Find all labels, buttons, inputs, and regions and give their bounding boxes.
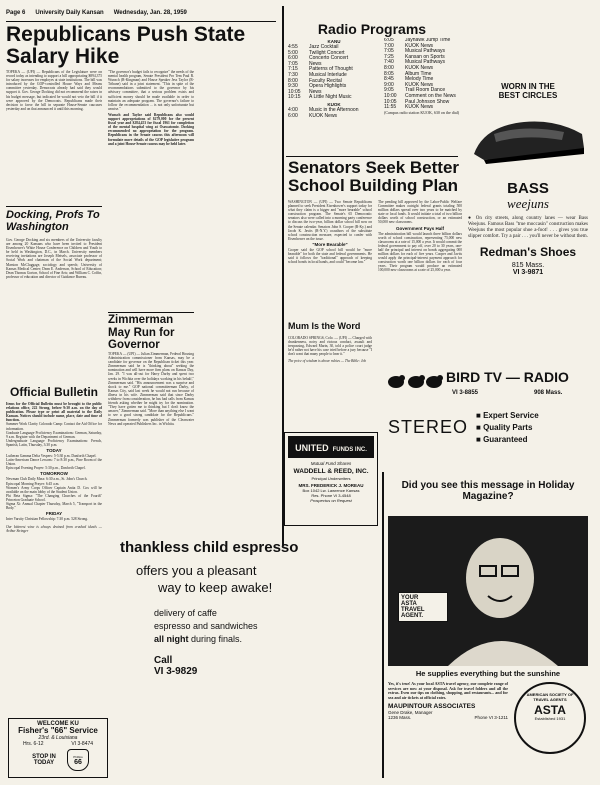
fisher-hours: Hrs. 6-12 [22,741,44,747]
united-addr: Box 1042 Lw. Lawrence Kansas [302,487,360,493]
sign-line: TRAVEL [401,607,425,613]
radio-show: KUOK News [405,81,434,88]
mast-rule [6,21,276,22]
headline-senators: Senators Seek Better School Building Plan [288,158,460,195]
rule-zimmerman [108,312,194,313]
radio-show: KUOK News [309,112,338,119]
radio-show: Music in the Afternoon [309,106,359,113]
headline-mum: Mum Is the Word [288,321,361,331]
asta-seal-icon [514,682,586,754]
espresso-line2: way to keep awake! [158,580,273,595]
holiday-title: Did you see this message in Holiday Magazine? [401,480,575,502]
radio-kuok [384,38,460,156]
radio-time: 6:05 [384,38,394,43]
bird-point-label: Quality Parts [483,423,533,432]
phillips-number: 66 [74,758,82,766]
story4-body-col [108,352,194,532]
radio-show: Musical Pathways [405,48,446,55]
agent-portrait [388,516,588,666]
radio-time: 7:05 [384,48,394,55]
united-firm: WADDELL & REED, INC. [293,468,369,475]
holiday-divider [382,472,384,778]
radio-time: 7:00 [384,42,394,49]
fisher-welcome: WELCOME KU [37,721,79,727]
radio-program-row [288,95,380,101]
bulletin-item: Summer Work Clarity Colorado Camp: Contact the Aid Office for information. [6,422,102,431]
story2-body: Gov. George Docking and six members of the University faculty are among 20 Kansans who have been invited to President Eisenhower's White House Conference on Children and Youth to be held in Washington, D.C., in March. University members receiving invitations are Joseph Meisels, associate professor of Social Work and chairman of the Social Work department; Marston McCluggage, sociology and speech; University of Kansas Medical Center; Dean E. Anderson, School of Education; Dean Thomas Gorton, School of Fine Arts; and William C. Coffin, professor of education and director of Guidance Bureau. [6,238,102,279]
united-role: Principal Underwriters [311,475,351,481]
bulletin-item: Newman Club Daily Mass: 6:30 a.m., St. John's Church. [6,477,88,482]
radio-show: Comment on the News [405,92,456,99]
story3-col-b [378,200,462,360]
story2-body-col [6,238,102,378]
radio-show: Opera Highlights [309,83,347,90]
radio-time: 10:05 [288,88,301,95]
loafer-shoe-icon [464,104,592,174]
united-tag: Mutual Fund Shares [310,461,352,466]
bird-point: ■ Expert Service [476,411,539,420]
story5-body: COLORADO SPRINGS, Colo. — (UPI) — Charged with drunkenness, noisy and riotous conduct, assault and trespassing, Edward Marin, 30, told a police court judge he'd rather not have his case tried before a jury because "I don't want that many people to hear it." [288,336,372,357]
holiday-agency: MAUPINTOUR ASSOCIATES [388,702,476,710]
issue-date: Wednesday, Jan. 28, 1959 [113,10,187,16]
bird-phone: VI 3-8855 [452,390,479,396]
radio-time: 5:00 [288,49,298,56]
radio-time: 9:30 [288,83,298,90]
bird-point: ■ Quality Parts [476,423,533,432]
fisher-title: Fisher's "66" Service [18,726,98,735]
fisher-address: 23rd. & Louisiana [38,735,78,741]
headline-zimmerman: Zimmerman May Run for Governor [108,314,175,351]
story5-col [288,336,372,426]
bulletin-item: Graduate Language Proficiency Examinations: German, Saturday, 9 a.m. Register with the Department of German. [6,430,102,439]
united-rep: MRS. FREDERICK J. MOREAU [298,482,364,488]
holiday-address: 1236 Mass. [388,715,412,721]
radio-time: 7:15 [288,66,298,73]
bass-ad [464,66,592,366]
fisher-phone: VI 3-8474 [71,741,94,747]
espresso-line1: offers you a pleasant [136,563,257,578]
radio-time: 9:00 [384,81,394,88]
radio-time: 10:05 [384,98,397,105]
bulletin-item: Lutheran Gamma Delta Vespers: 5-5:30 p.m. Danforth Chapel. [6,454,97,459]
story3-body3: The pending bill approved by the Labor-Public Welfare Committee makes outright federal grants totaling 500 million dollars spread over two years to be matched by state or local funds. It would initiate a total of two billion dollars worth of school construction, or an estimated 50,000 new classrooms. [378,200,462,225]
radio-show: Patterns of Thought [309,66,353,73]
radio-time: 7:25 [384,53,394,60]
headline-docking: Docking, Profs To Washington [6,209,100,233]
radio-time: 11:55 [384,104,397,111]
story3-body: WASHINGTON — (UPI) — Two Senate Republicans planned to seek President Eisenhower's support today for what they claim is a bigger and "more bearable" school construction program. The Senate's 65 Democratic senators also were called into a morning party conference to discuss the two-year, billion dollar school bill now on the Senate calendar. Senators John S. Cooper (R-Ky.) and Jacob K. Javits (R-N.Y.) coauthors of the substitute school construction measure, expected to confer with Eisenhower on the issue. [288,200,372,241]
bulletin-item: Phi Beta Sigma: "The Changing Churches of the Fourth" Princeton Graduate School. [6,493,102,502]
united-title: UNITED [295,443,329,453]
bulletin-day-heading: TOMORROW [40,471,68,477]
story1-col-b [108,70,194,310]
bass-brand: BASS [507,180,549,197]
radio-show: Album Time [405,70,432,77]
united-funds-ad [284,432,378,526]
story3-body4: The administration bill would launch three billion dollars worth of school construction, representing 75,000 new classrooms at a rate of 15,000 a year. It would commit the federal government to pay off, over 20 to 30 years, one-half the principal and interest on bonds aggregating 000 million dollars for each of five years. Cooper and Javits would apply the principal-interest payment approach for construction worth one billion dollars for each of four years. Their program would produce an estimated 100,000 new classrooms at a rate of 25,000 a year. [378,231,462,273]
radio-show: News [309,88,322,95]
sign-line: ASTA [401,601,417,607]
story1-body3: Wunsch and Taylor said Republicans also would support appropriations of $279,000 for the present fiscal year and $284,453 for fiscal 1961 for completion of the mental hospital wing at Osawatomie. Docking recommended no appropriation for the program. Republicans in the Senate caucus this afternoon will formulate more details of the GOP legislative program and a joint House-Senate caucus may be held later. [108,112,194,146]
bulletin-item: Episcopal Evening Prayer: 5:30 p.m., Danforth Chapel. [6,466,86,471]
radio-program-row [288,114,380,120]
page-number: Page 6 [6,10,26,16]
rule-senators [286,156,458,157]
espresso-all-night: all night [154,634,189,644]
bulletin-body [6,402,102,714]
bass-store: Redman's Shoes [479,245,577,259]
holiday-slogan: He supplies everything but the sunshine [415,669,561,678]
seal-year: Established 1931 [534,716,566,721]
radio-show: Musical Interlude [309,71,347,78]
bird-point-label: Expert Service [483,411,539,420]
bass-product: weejuns [507,196,549,211]
bass-tagline: WORN IN THE BEST CIRCLES [498,82,558,100]
bulletin-day-heading: FRIDAY [45,511,63,517]
radio-show: Trail Room Dance [405,87,446,94]
rule-docking [6,206,102,207]
radio-time: 10:15 [288,94,301,101]
holiday-agent: Gene Drake, Manager [388,710,433,716]
story4-body: TOPEKA — (UPI) — Julian Zimmerman, Federal Housing Administration commissioner from Kansas, may be a candidate for governor on the Republican ticket this year. Zimmerman said he is "thinking about" seeking the nomination and will have more firm plans on Kansas Day, Jan. 29. "I was all-out for Harry Darby and spent two weeks in Wichita over the holidays working in his behalf," Zimmerman said. "His announcement was a surprise and shock to me." GOP national committeeman Darby, of Kansas City, said last week he would not run because of illness in his wife. Zimmerman said that since Darby withdrew from consideration, he has had calls from Kansas friends asking whether he might try for the nomination. "They have gotten me to thinking but I don't know the answer," Zimmerman said. "More than anything else I want to see a good strong candidate for the Republicans." Zimmerman formerly was publisher of the Clearwater News and operated Publishers Inc. in Wichita. [108,352,194,426]
espresso-ad [110,534,382,730]
radio-kuok-label: KUOK [327,101,341,107]
espresso-line3: delivery of caffe [154,608,217,618]
radio-time: 6:00 [288,112,298,119]
paper-name: University Daily Kansan [35,10,104,16]
story3-col-a [288,200,372,316]
espresso-line4: espresso and sandwiches [154,621,258,631]
radio-show: Musical Pathways [405,59,446,66]
radio-show: KUOK News [405,64,434,71]
story5-quote: The price of wisdom is above rubies — The Bible: Job [288,359,367,364]
radio-show: A Little Night Music [309,94,352,101]
holiday-copy: Yes, it's true! As your local ASTA travel agency, our complete range of services are now at your disposal. Ask for travel folders and all the extras. Even our tips on clothing, shopping, and restaurants... and for sea and air tickets at official rates. [388,681,508,701]
united-cta: Prospectus on Request [310,497,352,503]
radio-show: Paul Johnson Show [405,98,450,105]
bass-phone: VI 3-9871 [512,269,544,276]
bass-copy: ● On city streets, along country lanes — wear Bass Weejuns. Famous Bass "true moccasin" construction makes Weejuns the most popular shoe a-foot! . . . gives you true slipper comfort. Try a pair . . . you'll never be without them. [468,216,588,239]
story1-body: TOPEKA — (UPI) — Republicans of the Legislature were on record today as intending to support a bill appropriating $894,375 for salary increases for employes at state institutions. The bill was introduced by the GOP-controlled House Ways and Means committee yesterday. Democrats already had said they would support it. Gov. George Docking did not recommend the raises in his budget message, but indicated he would not veto the bill if it were approved by the Democrats. Republicans made their decision to favor the bill in separate House-Senate caucuses yesterday and on that announced it until this morning. [6,70,102,111]
bulletin-item: Episcopal Morning Prayer: 6:45 a.m. [6,481,60,486]
bulletin-day-heading: TODAY [46,448,62,454]
bird-tv-ad [384,368,590,470]
story3-subhead: "More Bearable" [312,241,348,247]
radio-time: 10:00 [384,92,397,99]
bulletin-title: Official Bulletin [9,385,98,399]
bulletin-item: Latin-American Dance Lessons: 7 to 8:30 p.m., Pine Room of the Union. [6,458,102,467]
united-phone: Res. Phone VI 3-4548 [311,492,351,498]
radio-time: 7:30 [288,71,298,78]
fisher-ad [8,718,108,778]
radio-time: 8:00 [288,77,298,84]
radio-show: KUOK News [405,42,434,49]
radio-time: 6:00 [288,55,298,62]
holiday-ad [384,476,592,776]
story3-subhead2: Government Pays Half [395,225,445,231]
asta-sign [398,592,448,622]
bulletin-item: Women's Army Corps Officer Captain Anita D. Cox will be available on the main lobby of the Student Union. [6,485,102,494]
headline-republicans: Republicans Push State Salary Hike [6,23,246,68]
radio-show: Kansan on Sports [405,53,445,60]
story1-col-a [6,70,102,202]
bird-point-label: Guaranteed [483,435,528,444]
espresso-headline: thankless child espresso [120,539,299,556]
bass-address: 815 Mass. [511,262,545,269]
radio-time: 4:55 [288,44,298,50]
radio-time: 8:00 [384,64,394,71]
travel-agent-photo [388,516,588,666]
radio-show: Melody Time [405,76,434,83]
radio-show: News [309,60,322,67]
radio-show: KUOK News [405,104,434,111]
radio-kanu-label: KANU [327,39,341,44]
radio-show: Faculty Recital [309,77,342,84]
radio-time: 9:05 [384,87,394,94]
bulletin-quote: Our bitterest wine is always drained from crushed ideals — Arthur Stringer [6,525,102,534]
bird-address: 908 Mass. [534,390,563,396]
radio-title: Radio Programs [317,21,427,37]
newspaper-page [6,6,594,780]
radio-kanu [288,38,380,156]
bulletin-item: Undergraduate Language Proficiency Examinations: French, Spanish, Latin, Thursday, 3:30 p.m. [6,438,102,447]
radio-show: Concerto Concert [309,55,349,62]
bird-points [476,410,539,446]
bulletin-item: Inter Varsity Christian Fellowship: 7:30 p.m. 528 Strong. [6,517,88,522]
sign-line: YOUR [401,595,419,601]
phillips-label: Phillips [73,754,83,759]
radio-time: 8:05 [384,70,394,77]
fisher-stop: STOP IN TODAY [32,754,56,766]
bird-point: ■ Guaranteed [476,435,528,444]
phillips-66-shield-icon [67,749,89,771]
radio-note: (Campus radio station KUOK, 630 on the dial) [384,109,460,115]
bird-stereo: STEREO [388,417,469,437]
united-sub: FUNDS INC. [332,447,367,453]
radio-show: Twilight Concert [309,49,345,56]
espresso-phone: VI 3-9829 [154,666,198,677]
radio-show: Jayhawk Jump Time [405,38,451,43]
masthead [6,6,272,20]
radio-time: 4:00 [288,106,298,113]
espresso-call: Call [154,655,173,666]
united-logo [288,436,374,458]
radio-show: Jazz Cocktail [309,44,339,50]
radio-time: 8:45 [384,76,394,83]
bulletin-item: Sigma Xi: Annual Chapter Thursday, March 5, "Transport in the Body." [6,501,102,511]
radio-time: 7:05 [288,60,298,67]
story3-body2: Cooper said the GOP school bill would be "more bearable" for both the state and federal governments. He said it follows the "traditional" approach of keeping school bonds in local hands, and could "become law." [288,247,372,265]
bulletin-intro: Items for the Official Bulletin must be brought to the public relations office, 222 Strong, before 9:30 a.m. on the day of publication. Please type or print all material to the Daily Kansan. Notices should include name, place, date and time of function. [6,402,102,423]
seal-asta: ASTA [534,703,566,717]
sign-line: AGENT. [401,613,424,619]
seal-text: AMERICAN SOCIETY OF TRAVEL AGENTS [526,692,574,702]
bird-title: BIRD TV — RADIO [446,369,569,385]
espresso-finals: during finals. [191,634,243,644]
birds-icon [386,370,444,392]
holiday-phone: Phone VI 3-1211 [474,715,508,721]
story1-body2: "The governor's budget fails to recognize" the needs of the mental health program, Senate President Pro Tem Paul R. Wunsch (R-Kingman) and House Speaker Jess Taylor (R-Tribune) said in a joint statement. "This in spite of the recommendations submitted to the governor by his advisory committee, that a serious problem exists and sufficient money should be made available in order to maintain an adequate program. The governor's failure to follow the recommendation ... is not only unfortunate but unwise." [108,70,194,111]
radio-time: 7:40 [384,59,394,66]
